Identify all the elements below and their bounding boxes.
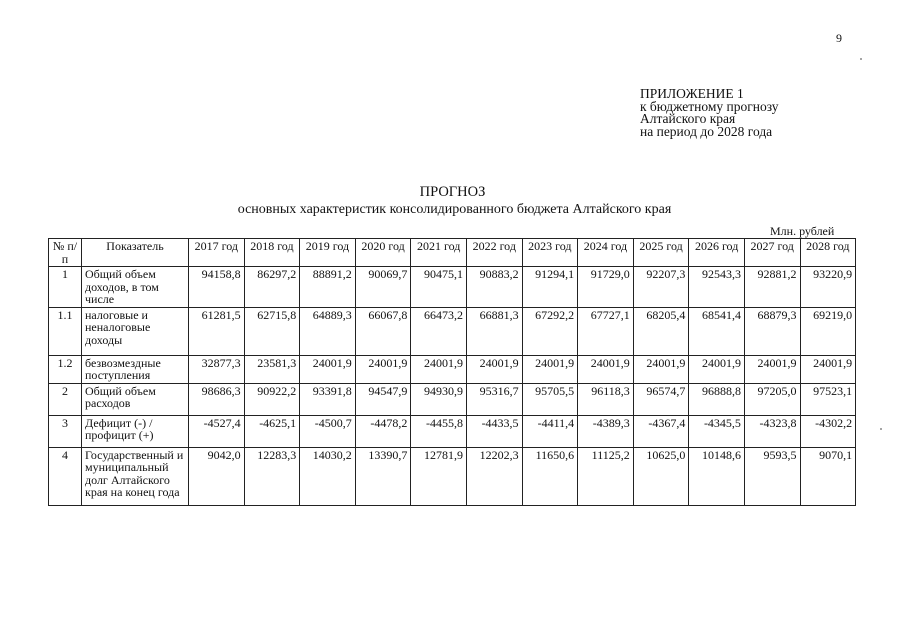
value-cell: 67727,1 — [578, 307, 634, 355]
value-cell: 98686,3 — [189, 383, 245, 415]
header-indicator: Показатель — [82, 239, 189, 267]
value-cell: 9593,5 — [744, 447, 800, 505]
value-cell: 24001,9 — [689, 355, 745, 383]
value-cell: 96574,7 — [633, 383, 689, 415]
header-year: 2026 год — [689, 239, 745, 267]
value-cell: -4345,5 — [689, 415, 745, 447]
header-year: 2019 год — [300, 239, 356, 267]
header-year: 2025 год — [633, 239, 689, 267]
value-cell: -4500,7 — [300, 415, 356, 447]
row-indicator: Общий объем расходов — [82, 383, 189, 415]
table-row — [49, 383, 856, 415]
value-cell: 24001,9 — [633, 355, 689, 383]
value-cell: 94930,9 — [411, 383, 467, 415]
value-cell: 24001,9 — [522, 355, 578, 383]
value-cell: 92543,3 — [689, 267, 745, 308]
table-row — [49, 415, 856, 447]
value-cell: 91729,0 — [578, 267, 634, 308]
value-cell: 66881,3 — [466, 307, 522, 355]
header-year: 2021 год — [411, 239, 467, 267]
row-number: 1.1 — [49, 307, 82, 355]
title-line-1: ПРОГНОЗ — [419, 184, 486, 200]
value-cell: 12202,3 — [466, 447, 522, 505]
table-row — [49, 267, 856, 308]
value-cell: 12283,3 — [244, 447, 300, 505]
value-cell: 23581,3 — [244, 355, 300, 383]
value-cell: 95316,7 — [466, 383, 522, 415]
table-body — [49, 267, 856, 506]
value-cell: 95705,5 — [522, 383, 578, 415]
header-number: № п/п — [49, 239, 82, 267]
value-cell: 91294,1 — [522, 267, 578, 308]
document-title — [0, 183, 905, 219]
header-year: 2023 год — [522, 239, 578, 267]
value-cell: 97523,1 — [800, 383, 856, 415]
table-row — [49, 307, 856, 355]
value-cell: -4625,1 — [244, 415, 300, 447]
value-cell: -4302,2 — [800, 415, 856, 447]
table-header-row — [49, 239, 856, 267]
value-cell: -4455,8 — [411, 415, 467, 447]
row-number: 4 — [49, 447, 82, 505]
header-year: 2022 год — [466, 239, 522, 267]
value-cell: 92207,3 — [633, 267, 689, 308]
value-cell: 10148,6 — [689, 447, 745, 505]
value-cell: 10625,0 — [633, 447, 689, 505]
row-number: 1 — [49, 267, 82, 308]
value-cell: 68541,4 — [689, 307, 745, 355]
value-cell: 96888,8 — [689, 383, 745, 415]
row-indicator: Государственный и муниципальный долг Алтайского края на конец года — [82, 447, 189, 505]
units-label: Млн. рублей — [770, 224, 835, 238]
value-cell: 96118,3 — [578, 383, 634, 415]
row-indicator: Дефицит (-) / профицит (+) — [82, 415, 189, 447]
scan-speck — [860, 58, 862, 60]
row-indicator: налоговые и неналоговые доходы — [82, 307, 189, 355]
value-cell: 24001,9 — [744, 355, 800, 383]
value-cell: 67292,2 — [522, 307, 578, 355]
value-cell: 9070,1 — [800, 447, 856, 505]
value-cell: 90883,2 — [466, 267, 522, 308]
value-cell: 24001,9 — [800, 355, 856, 383]
appendix-header — [640, 88, 779, 138]
header-year: 2024 год — [578, 239, 634, 267]
value-cell: 97205,0 — [744, 383, 800, 415]
value-cell: 66473,2 — [411, 307, 467, 355]
value-cell: -4433,5 — [466, 415, 522, 447]
value-cell: 69219,0 — [800, 307, 856, 355]
header-year: 2018 год — [244, 239, 300, 267]
row-number: 1.2 — [49, 355, 82, 383]
value-cell: -4323,8 — [744, 415, 800, 447]
value-cell: 94158,8 — [189, 267, 245, 308]
appendix-line-4: на период до 2028 года — [640, 123, 773, 139]
table-row — [49, 355, 856, 383]
value-cell: 24001,9 — [300, 355, 356, 383]
scan-speck — [880, 428, 882, 430]
header-year: 2017 год — [189, 239, 245, 267]
row-number: 2 — [49, 383, 82, 415]
value-cell: 9042,0 — [189, 447, 245, 505]
value-cell: -4389,3 — [578, 415, 634, 447]
value-cell: -4478,2 — [355, 415, 411, 447]
value-cell: 90475,1 — [411, 267, 467, 308]
value-cell: 68879,3 — [744, 307, 800, 355]
value-cell: 64889,3 — [300, 307, 356, 355]
value-cell: 66067,8 — [355, 307, 411, 355]
value-cell: 93220,9 — [800, 267, 856, 308]
appendix-line-1: ПРИЛОЖЕНИЕ 1 — [640, 86, 744, 101]
value-cell: 12781,9 — [411, 447, 467, 505]
value-cell: 94547,9 — [355, 383, 411, 415]
row-indicator: Общий объем доходов, в том числе — [82, 267, 189, 308]
value-cell: 92881,2 — [744, 267, 800, 308]
header-year: 2028 год — [800, 239, 856, 267]
value-cell: 14030,2 — [300, 447, 356, 505]
value-cell: 68205,4 — [633, 307, 689, 355]
value-cell: 61281,5 — [189, 307, 245, 355]
value-cell: 24001,9 — [355, 355, 411, 383]
header-year: 2020 год — [355, 239, 411, 267]
row-number: 3 — [49, 415, 82, 447]
row-indicator: безвозмездные поступления — [82, 355, 189, 383]
value-cell: 32877,3 — [189, 355, 245, 383]
budget-forecast-table — [48, 238, 856, 506]
value-cell: 88891,2 — [300, 267, 356, 308]
appendix-line-3: Алтайского края — [640, 111, 736, 126]
value-cell: 93391,8 — [300, 383, 356, 415]
value-cell: 62715,8 — [244, 307, 300, 355]
value-cell: 90069,7 — [355, 267, 411, 308]
appendix-line-2: к бюджетному прогнозу — [640, 98, 779, 114]
table-row — [49, 447, 856, 505]
value-cell: 13390,7 — [355, 447, 411, 505]
title-line-2: основных характеристик консолидированного бюджета Алтайского края — [237, 202, 672, 217]
page-number: 9 — [836, 31, 842, 45]
value-cell: 86297,2 — [244, 267, 300, 308]
value-cell: 90922,2 — [244, 383, 300, 415]
value-cell: 24001,9 — [411, 355, 467, 383]
value-cell: -4367,4 — [633, 415, 689, 447]
value-cell: 24001,9 — [466, 355, 522, 383]
value-cell: 24001,9 — [578, 355, 634, 383]
value-cell: 11125,2 — [578, 447, 634, 505]
value-cell: -4527,4 — [189, 415, 245, 447]
value-cell: -4411,4 — [522, 415, 578, 447]
header-year: 2027 год — [744, 239, 800, 267]
value-cell: 11650,6 — [522, 447, 578, 505]
